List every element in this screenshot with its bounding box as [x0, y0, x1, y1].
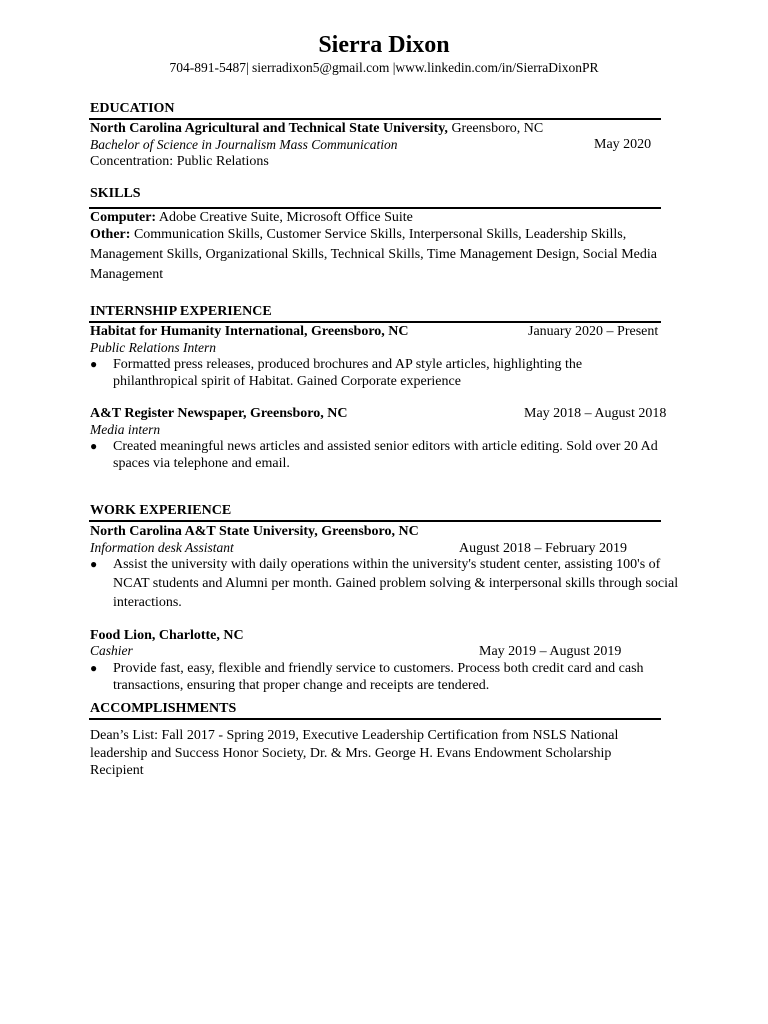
internship-heading: INTERNSHIP EXPERIENCE — [90, 304, 272, 319]
work-role: Information desk Assistant — [90, 540, 234, 555]
accomplishments-line2: leadership and Success Honor Society, Dr. & Mrs. George H. Evans Endowment Scholarship — [90, 746, 612, 761]
skills-other-line2: Management Skills, Organizational Skills, Technical Skills, Time Management Design, Social Media — [90, 247, 657, 262]
accomplishments-heading: ACCOMPLISHMENTS — [90, 701, 237, 716]
internship-role: Public Relations Intern — [90, 340, 216, 355]
work-bullet-line3: interactions. — [113, 595, 182, 610]
work-bullet-line2: NCAT students and Alumni per month. Gained problem solving & interpersonal skills through social — [113, 576, 679, 591]
contact-line: 704-891-5487| sierradixon5@gmail.com |www.linkedin.com/in/SierraDixonPR — [169, 60, 599, 75]
degree: Bachelor of Science in Journalism Mass Communication — [90, 137, 398, 152]
internship-date: May 2018 – August 2018 — [524, 406, 667, 421]
work-bullet-line1: Assist the university with daily operations within the university's student center, assisting 100's of — [113, 557, 661, 572]
work-date: August 2018 – February 2019 — [459, 541, 627, 556]
internship-bullet-line1: Created meaningful news articles and assisted senior editors with article editing. Sold over 20 Ad — [113, 439, 658, 454]
work-rule — [89, 520, 661, 522]
candidate-name: Sierra Dixon — [318, 32, 450, 58]
internship-org: Habitat for Humanity International, Greensboro, NC — [90, 324, 409, 339]
education-heading: EDUCATION — [90, 101, 175, 116]
skills-other-line3: Management — [90, 267, 164, 282]
internship-bullet-line2: spaces via telephone and email. — [113, 456, 290, 471]
education-school-line — [90, 120, 543, 137]
bullet-icon: ● — [90, 357, 98, 371]
bullet-icon: ● — [90, 439, 98, 453]
skills-other-label: Other: — [90, 227, 131, 242]
accomplishments-rule — [89, 718, 661, 720]
skills-computer-label: Computer: — [90, 210, 157, 225]
work-org: Food Lion, Charlotte, NC — [90, 628, 244, 643]
internship-role: Media intern — [90, 422, 161, 437]
work-bullet-line2: transactions, ensuring that proper change and receipts are tendered. — [113, 678, 490, 693]
work-bullet-line1: Provide fast, easy, flexible and friendly service to customers. Process both credit card and cash — [113, 661, 644, 676]
graduation-date: May 2020 — [594, 137, 652, 152]
internship-bullet-line2: philanthropical spirit of Habitat. Gained Corporate experience — [113, 374, 461, 389]
skills-other — [90, 226, 626, 243]
accomplishments-line1: Dean’s List: Fall 2017 - Spring 2019, Executive Leadership Certification from NSLS National — [90, 728, 619, 743]
bullet-icon: ● — [90, 557, 98, 571]
internship-bullet-line1: Formatted press releases, produced brochures and AP style articles, highlighting the — [113, 357, 583, 372]
bullet-icon: ● — [90, 661, 98, 675]
school-name: North Carolina Agricultural and Technical State University, — [90, 121, 448, 136]
internship-date: January 2020 – Present — [528, 324, 659, 339]
skills-heading: SKILLS — [90, 186, 141, 201]
concentration: Concentration: Public Relations — [90, 154, 269, 169]
accomplishments-line3: Recipient — [90, 763, 144, 778]
skills-computer-value: Adobe Creative Suite, Microsoft Office Suite — [156, 210, 413, 225]
skills-other-line1: Communication Skills, Customer Service Skills, Interpersonal Skills, Leadership Skills, — [130, 227, 627, 242]
work-role: Cashier — [90, 643, 133, 658]
work-heading: WORK EXPERIENCE — [90, 503, 232, 518]
skills-computer — [90, 209, 413, 226]
internship-org: A&T Register Newspaper, Greensboro, NC — [90, 406, 348, 421]
school-location: Greensboro, NC — [447, 121, 544, 136]
work-org: North Carolina A&T State University, Greensboro, NC — [90, 524, 419, 539]
work-date: May 2019 – August 2019 — [479, 644, 622, 659]
